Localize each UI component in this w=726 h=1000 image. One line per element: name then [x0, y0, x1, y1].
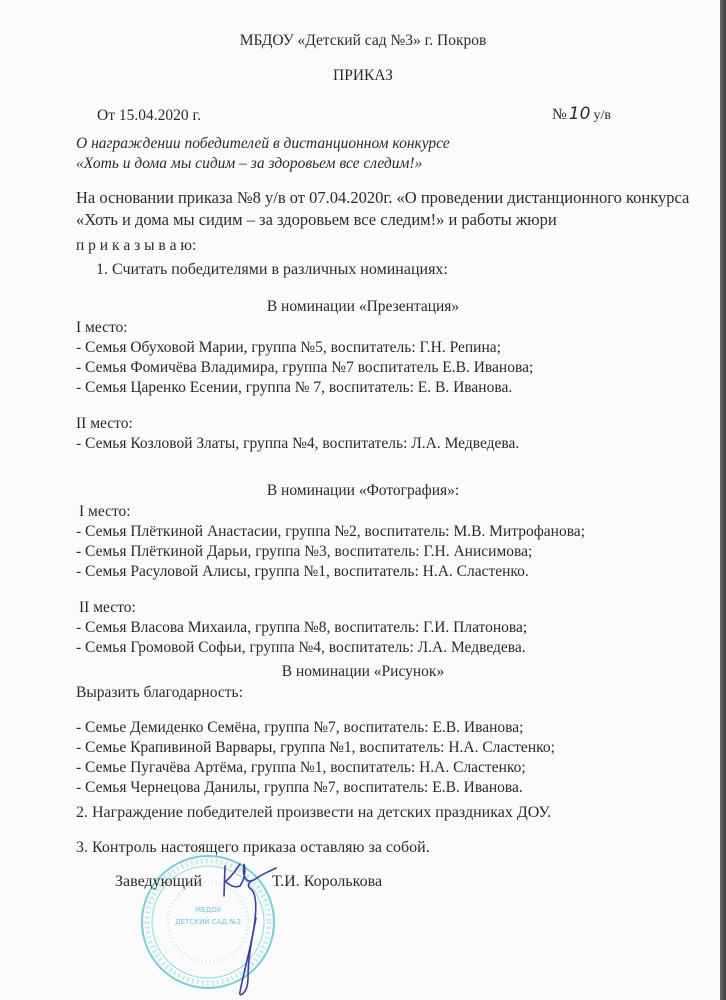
order-number-suffix: у/в: [593, 108, 611, 123]
place-label: I место:: [79, 503, 131, 520]
basis-line-2: «Хоть и дома мы сидим – за здоровьем все следим!» и работы жюри: [76, 210, 557, 229]
svg-text:МБДОУ: МБДОУ: [194, 906, 222, 914]
document-type-title: ПРИКАЗ: [333, 67, 393, 84]
gratitude-entry: - Семья Чернецова Данилы, группа №7, воспитатель: Е.В. Иванова.: [76, 779, 523, 796]
item-1: 1. Считать победителями в различных номинациях:: [96, 261, 448, 278]
gratitude-entry: - Семье Пугачёва Артёма, группа №1, воспитатель: Н.А. Сластенко;: [76, 759, 526, 776]
subject-line-1: О награждении победителей в дистанционном конкурсе: [76, 135, 450, 152]
gratitude-entry: - Семье Демиденко Семёна, группа №7, воспитатель: Е.В. Иванова;: [76, 719, 524, 736]
winner-entry: - Семья Плёткиной Анастасии, группа №2, воспитатель: М.В. Митрофанова;: [76, 523, 585, 540]
number-sign: №: [552, 106, 567, 123]
winner-entry: - Семья Царенко Есении, группа № 7, воспитатель: Е. В. Иванова.: [76, 379, 513, 396]
winner-entry: - Семья Козловой Златы, группа №4, воспитатель: Л.А. Медведева.: [76, 435, 520, 452]
signatory-position: Заведующий: [115, 873, 203, 890]
gratitude-entry: - Семье Крапивиной Варвары, группа №1, воспитатель: Н.А. Сластенко;: [76, 739, 555, 756]
nomination-title-presentation: В номинации «Презентация»: [266, 298, 460, 315]
item-2: 2. Награждение победителей произвести на детских праздниках ДОУ.: [76, 804, 552, 821]
place-label: I место:: [76, 319, 128, 336]
order-number: [552, 104, 611, 126]
handwritten-signature: [218, 858, 278, 998]
place-label: II место:: [76, 415, 133, 432]
winner-entry: - Семья Власова Михаила, группа №8, воспитатель: Г.И. Платонова;: [76, 619, 528, 636]
basis-line-1: На основании приказа №8 у/в от 07.04.2020г. «О проведении дистанционного конкурса: [76, 188, 690, 207]
gratitude-label: Выразить благодарность:: [76, 684, 243, 701]
winner-entry: - Семья Громовой Софьи, группа №4, воспитатель: Л.А. Медведева.: [76, 639, 526, 656]
signatory-name: Т.И. Королькова: [272, 873, 383, 890]
item-3: 3. Контроль настоящего приказа оставляю за собой.: [76, 839, 430, 856]
winner-entry: - Семья Расуловой Алисы, группа №1, воспитатель: Н.А. Сластенко.: [76, 563, 529, 580]
svg-text:ДЕТСКИЙ САД №3: ДЕТСКИЙ САД №3: [175, 918, 241, 926]
scan-edge-shadow: [720, 0, 726, 1000]
winner-entry: - Семья Обуховой Марии, группа №5, воспитатель: Г.Н. Репина;: [76, 339, 501, 356]
order-number-handwritten: 10: [568, 104, 591, 124]
winner-entry: - Семья Плёткиной Дарьи, группа №3, воспитатель: Г.Н. Анисимова;: [76, 543, 533, 560]
nomination-title-photo: В номинации «Фотография»:: [266, 482, 460, 499]
winner-entry: - Семья Фомичёва Владимира, группа №7 воспитатель Е.В. Иванова;: [76, 359, 534, 376]
order-date: От 15.04.2020 г.: [97, 107, 201, 124]
subject-line-2: «Хоть и дома мы сидим – за здоровьем все следим!»: [76, 155, 423, 172]
nomination-title-drawing: В номинации «Рисунок»: [281, 663, 445, 680]
order-word: п р и к а з ы в а ю:: [76, 237, 197, 254]
place-label: II место:: [79, 599, 136, 616]
organization-name: МБДОУ «Детский сад №3» г. Покров: [239, 32, 487, 49]
